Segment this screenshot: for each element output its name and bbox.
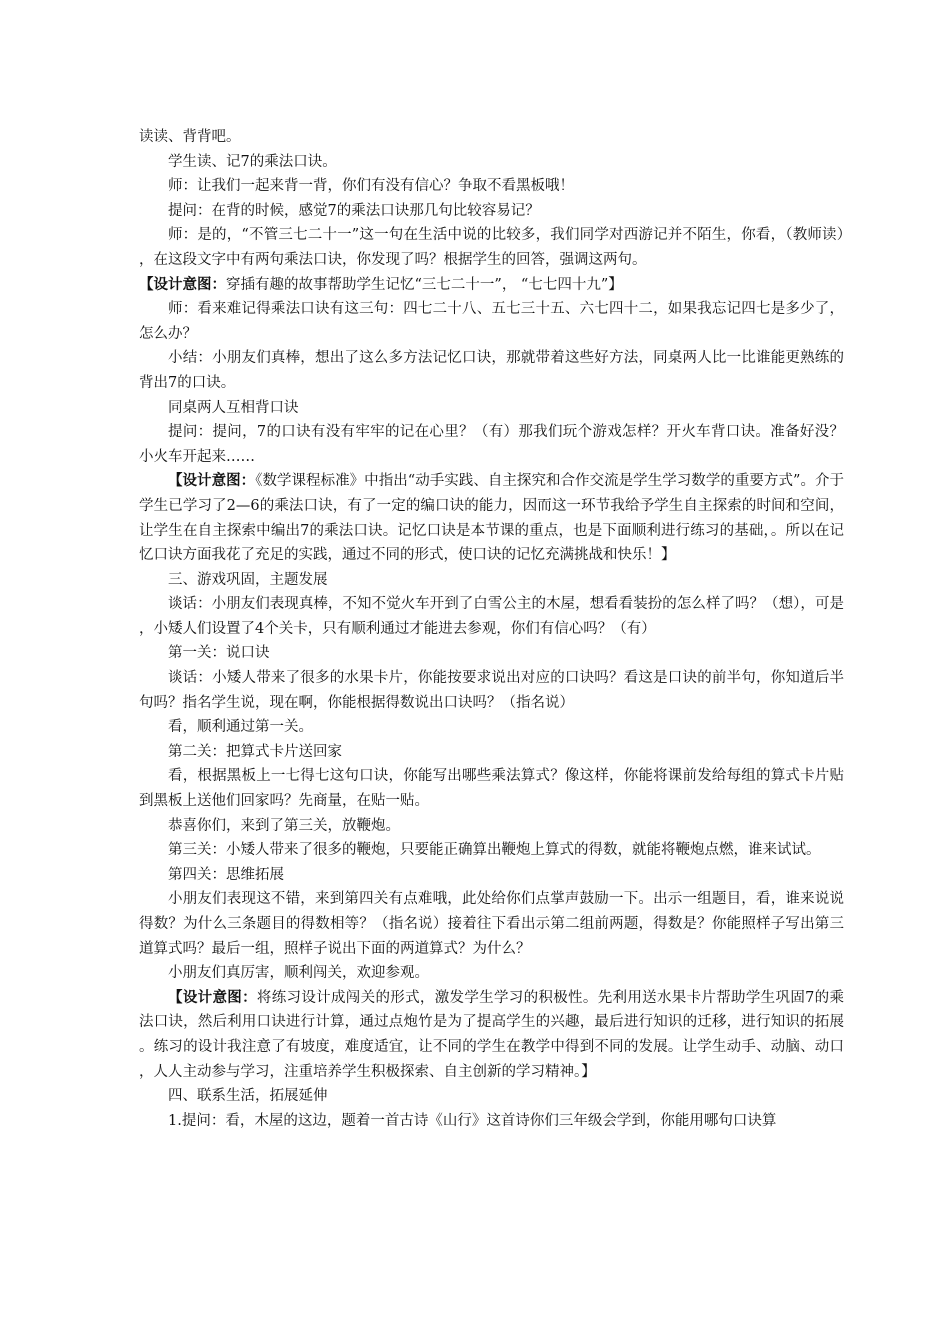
paragraph-text: 师：让我们一起来背一背，你们有没有信心？争取不看黑板哦！	[168, 178, 574, 195]
paragraph-text: 提问：在背的时候，感觉7的乘法口诀那几句比较容易记？	[168, 202, 540, 219]
body-paragraph	[139, 814, 844, 839]
document-body	[139, 125, 844, 1133]
paragraph-text: 第三关：小矮人带来了很多的鞭炮，只要能正确算出鞭炮上算式的得数，就能将鞭炮点燃，谁来试试。	[168, 842, 821, 859]
paragraph-text: 看，顺利通过第一关。	[168, 719, 313, 736]
paragraph-text: 提问：提问，7的口诀有没有牢牢的记在心里？（有）那我们玩个游戏怎样？开火车背口诀。准备好没？小火车开起来……	[139, 424, 844, 465]
body-paragraph	[139, 568, 844, 593]
paragraph-text: 师：看来难记得乘法口诀有这三句：四七二十八、五七三十五、六七四十二，如果我忘记四七是多少了，怎么办？	[139, 301, 844, 342]
body-paragraph	[139, 223, 844, 272]
paragraph-text: 师：是的，“不管三七二十一”这一句在生活中说的比较多，我们同学对西游记并不陌生，你看，（教师读），在这段文字中有两句乘法口诀，你发现了吗？根据学生的回答，强调这两句。	[139, 227, 844, 268]
design-intent-paragraph	[139, 986, 844, 1084]
body-paragraph	[139, 740, 844, 765]
body-paragraph	[139, 174, 844, 199]
paragraph-text: 《数学课程标准》中指出“动手实践、自主探究和合作交流是学生学习数学的重要方式”。介于学生已学习了2—6的乘法口诀，有了一定的编口诀的能力，因而这一环节我给予学生自主探索的时间和空间，让学生在自主探索中编出7的乘法口诀。记忆口诀是本节课的重点，也是下面顺利进行练习的基础，。所以在记忆口诀方面我花了充足的实践，通过不同的形式，使口诀的记忆充满挑战和快乐！】	[139, 473, 844, 564]
body-paragraph	[139, 887, 844, 961]
paragraph-text: 第四关：思维拓展	[168, 866, 284, 883]
paragraph-text: 小朋友们表现这不错，来到第四关有点难哦，此处给你们点掌声鼓励一下。出示一组题目，看，谁来说说得数？为什么三条题目的得数相等？（指名说）接着往下看出示第二组前两题，得数是？你能照样子写出第三道算式吗？最后一组，照样子说出下面的两道算式？为什么？	[139, 891, 844, 957]
paragraph-text: 第一关：说口诀	[168, 645, 270, 662]
paragraph-text: 小结：小朋友们真棒，想出了这么多方法记忆口诀，那就带着这些好方法，同桌两人比一比谁能更熟练的背出7的口诀。	[139, 350, 844, 391]
paragraph-text: 四、联系生活，拓展延伸	[168, 1088, 328, 1105]
body-paragraph	[139, 592, 844, 641]
body-paragraph	[139, 199, 844, 224]
paragraph-text: 看，根据黑板上一七得七这句口诀，你能写出哪些乘法算式？像这样，你能将课前发给每组的算式卡片贴到黑板上送他们回家吗？先商量，在贴一贴。	[139, 768, 844, 810]
paragraph-text: 三、游戏巩固，主题发展	[168, 571, 328, 588]
design-intent-label: 【设计意图：	[139, 275, 226, 293]
paragraph-text: 穿插有趣的故事帮助学生记忆“三七二十一”， “七七四十九”】	[226, 276, 623, 293]
paragraph-text: 小朋友们真厉害，顺利闯关，欢迎参观。	[168, 965, 429, 982]
body-paragraph	[139, 396, 844, 421]
paragraph-text: 第二关：把算式卡片送回家	[168, 743, 342, 760]
body-paragraph	[139, 150, 844, 175]
body-paragraph	[139, 715, 844, 740]
design-intent-label: 【设计意图：	[168, 472, 256, 490]
body-paragraph	[139, 1109, 844, 1134]
design-intent-paragraph	[139, 469, 844, 567]
body-paragraph	[139, 666, 844, 715]
body-paragraph	[139, 1084, 844, 1109]
paragraph-text: 将练习设计成闯关的形式，激发学生学习的积极性。先利用送水果卡片帮助学生巩固7的乘法口诀，然后利用口诀进行计算，通过点炮竹是为了提高学生的兴趣，最后进行知识的迁移，进行知识的拓展。练习的设计我注意了有坡度，难度适宜，让不同的学生在教学中得到不同的发展。让学生动手、动脑、动口，人人主动参与学习，注重培养学生积极探索、自主创新的学习精神。】	[139, 989, 844, 1080]
body-paragraph	[139, 961, 844, 986]
body-paragraph	[139, 297, 844, 346]
paragraph-text: 读读、背背吧。	[139, 129, 241, 145]
design-intent-label: 【设计意图：	[168, 988, 257, 1006]
body-paragraph	[139, 764, 844, 813]
body-paragraph	[139, 863, 844, 888]
body-paragraph	[139, 641, 844, 666]
paragraph-text: 谈话：小朋友们表现真棒，不知不觉火车开到了白雪公主的木屋，想看看装扮的怎么样了吗？（想），可是，小矮人们设置了4个关卡，只有顺利通过才能进去参观，你们有信心吗？（有）	[139, 596, 844, 637]
design-intent-paragraph	[139, 273, 844, 298]
body-paragraph	[139, 346, 844, 395]
paragraph-text: 1.提问：看，木屋的这边，题着一首古诗《山行》这首诗你们三年级会学到，你能用哪句口诀算	[168, 1112, 777, 1129]
paragraph-text: 同桌两人互相背口诀	[168, 399, 299, 416]
paragraph-text: 恭喜你们，来到了第三关，放鞭炮。	[168, 817, 400, 834]
body-paragraph	[139, 838, 844, 863]
body-paragraph	[139, 420, 844, 469]
body-paragraph	[139, 125, 844, 150]
paragraph-text: 学生读、记7的乘法口诀。	[168, 153, 337, 170]
paragraph-text: 谈话：小矮人带来了很多的水果卡片，你能按要求说出对应的口诀吗？看这是口诀的前半句，你知道后半句吗？指名学生说，现在啊，你能根据得数说出口诀吗？（指名说）	[139, 670, 844, 711]
